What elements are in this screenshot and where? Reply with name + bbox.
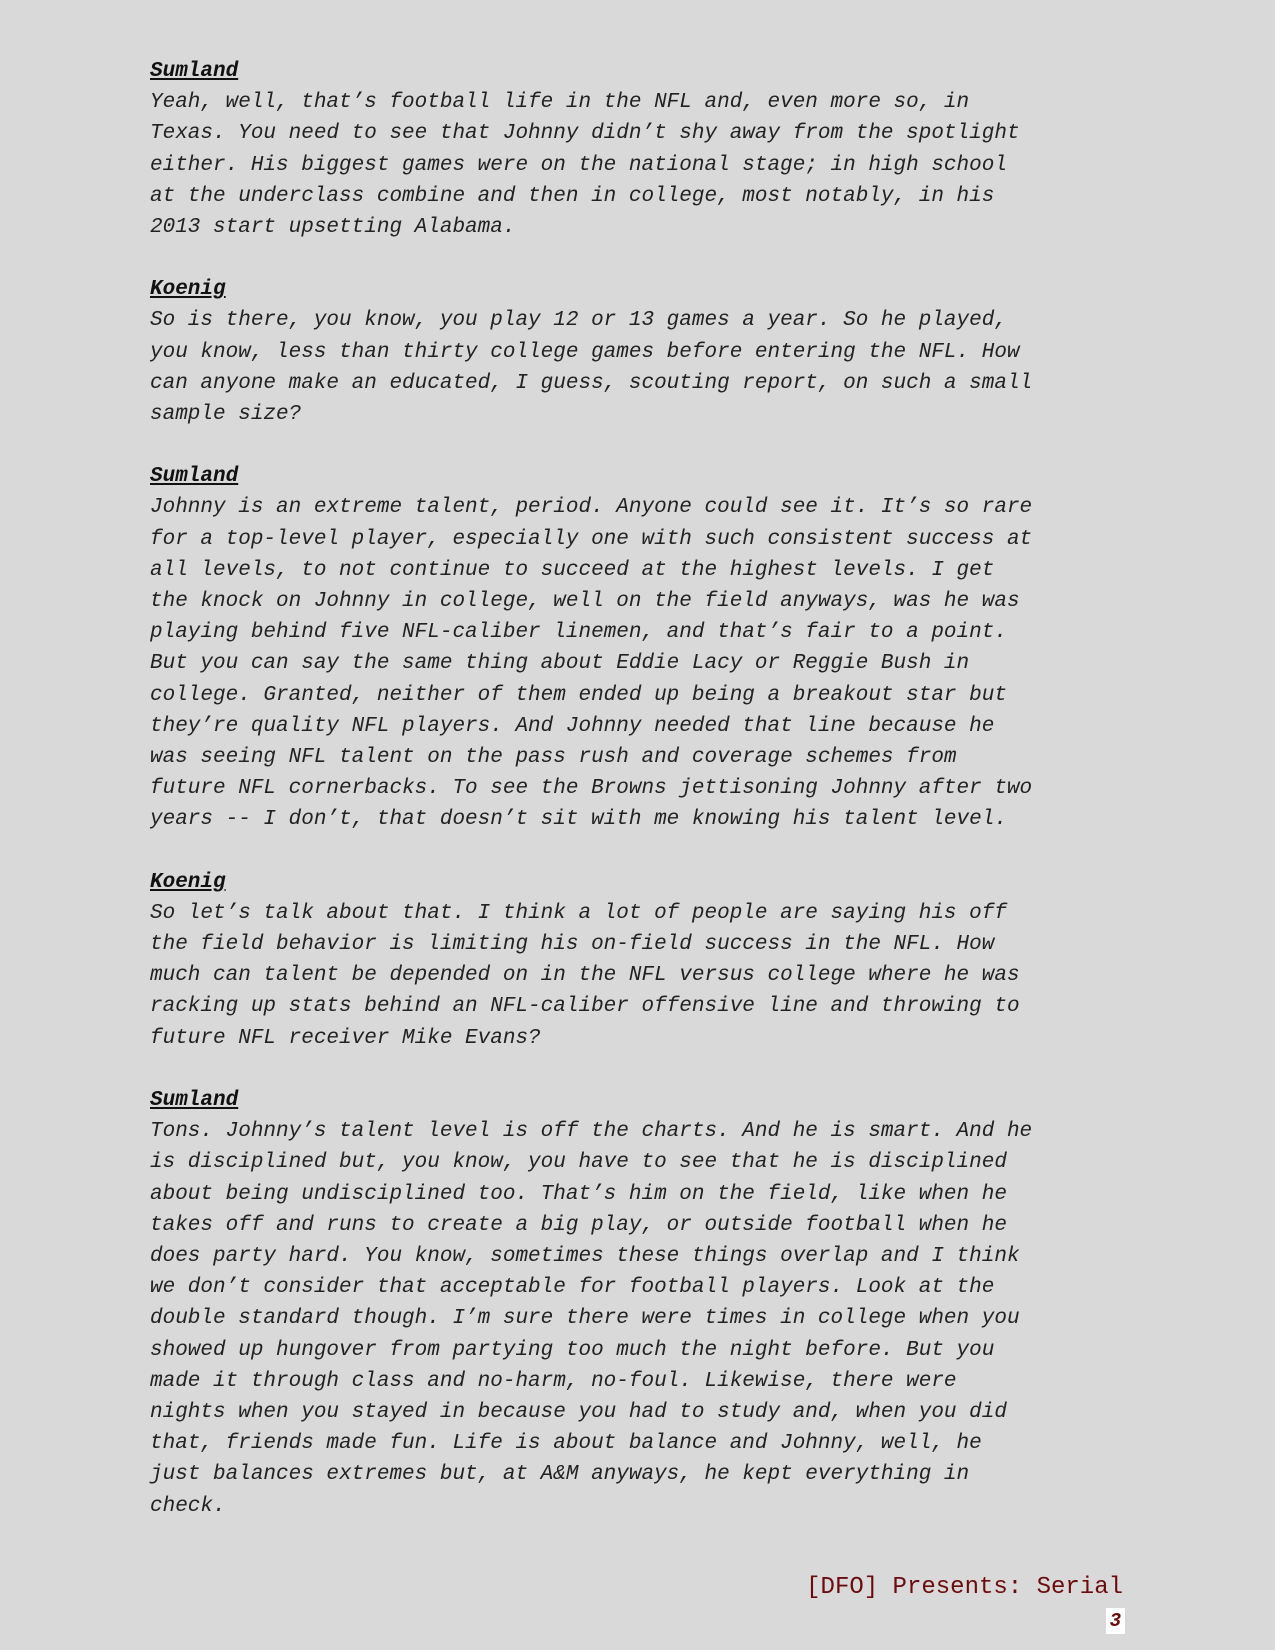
speaker-name: Sumland [150, 1088, 239, 1112]
speaker-name: Koenig [150, 278, 226, 302]
speaker-name: Sumland [150, 465, 239, 489]
page-footer [806, 1573, 1123, 1603]
transcript [150, 56, 1125, 1553]
transcript-entry [150, 274, 1125, 430]
transcript-entry [150, 461, 1125, 835]
speech-text: Tons. Johnny’s talent level is off the charts. And he is smart. And he is disciplined but, you know, you have to see that he is disciplined about being undisciplined too. That’s him on the field, like when he takes off and runs to create a big play, or outside football when he does party hard. You know, sometimes these things overlap and I think we don’t consider that acceptable for football players. Look at the double standard though. I’m sure there were times in college when you showed up hungover from partying too much the night before. But you made it through class and no-harm, no-foul. Likewise, there were nights when you stayed in because you had to study and, when you did that, friends made fun. Life is about balance and Johnny, well, he just balances extremes but, at A&M anyways, he kept everything in check. [150, 1120, 1033, 1518]
transcript-entry [150, 1085, 1125, 1522]
page-number: 3 [1106, 1608, 1125, 1634]
footer-title: [DFO] Presents: Serial [806, 1574, 1123, 1601]
speech-text: Yeah, well, that’s football life in the NFL and, even more so, in Texas. You need to see that Johnny didn’t shy away from the spotlight either. His biggest games were on the national stage; in high school at the underclass combine and then in college, most notably, in his 2013 start upsetting Alabama. [150, 91, 1020, 240]
speech-text: Johnny is an extreme talent, period. Anyone could see it. It’s so rare for a top-level player, especially one with such consistent success at all levels, to not continue to succeed at the highest levels. I get the knock on Johnny in college, well on the field anyways, was he was playing behind five NFL-caliber linemen, and that’s fair to a point. But you can say the same thing about Eddie Lacy or Reggie Bush in college. Granted, neither of them ended up being a breakout star but they’re quality NFL players. And Johnny needed that line because he was seeing NFL talent on the pass rush and coverage schemes from future NFL cornerbacks. To see the Browns jettisoning Johnny after two years -- I don’t, that doesn’t sit with me knowing his talent level. [150, 496, 1033, 832]
speaker-name: Sumland [150, 60, 239, 83]
speech-text: So is there, you know, you play 12 or 13 games a year. So he played, you know, less than thirty college games before entering the NFL. How can anyone make an educated, I guess, scouting report, on such a small sample size? [150, 309, 1033, 427]
transcript-entry [150, 867, 1125, 1054]
speech-text: So let’s talk about that. I think a lot of people are saying his off the field behavior is limiting his on-field success in the NFL. How much can talent be depended on in the NFL versus college where he was racking up stats behind an NFL-caliber offensive line and throwing to future NFL receiver Mike Evans? [150, 901, 1020, 1050]
speaker-name: Koenig [150, 870, 226, 894]
transcript-entry [150, 56, 1125, 243]
